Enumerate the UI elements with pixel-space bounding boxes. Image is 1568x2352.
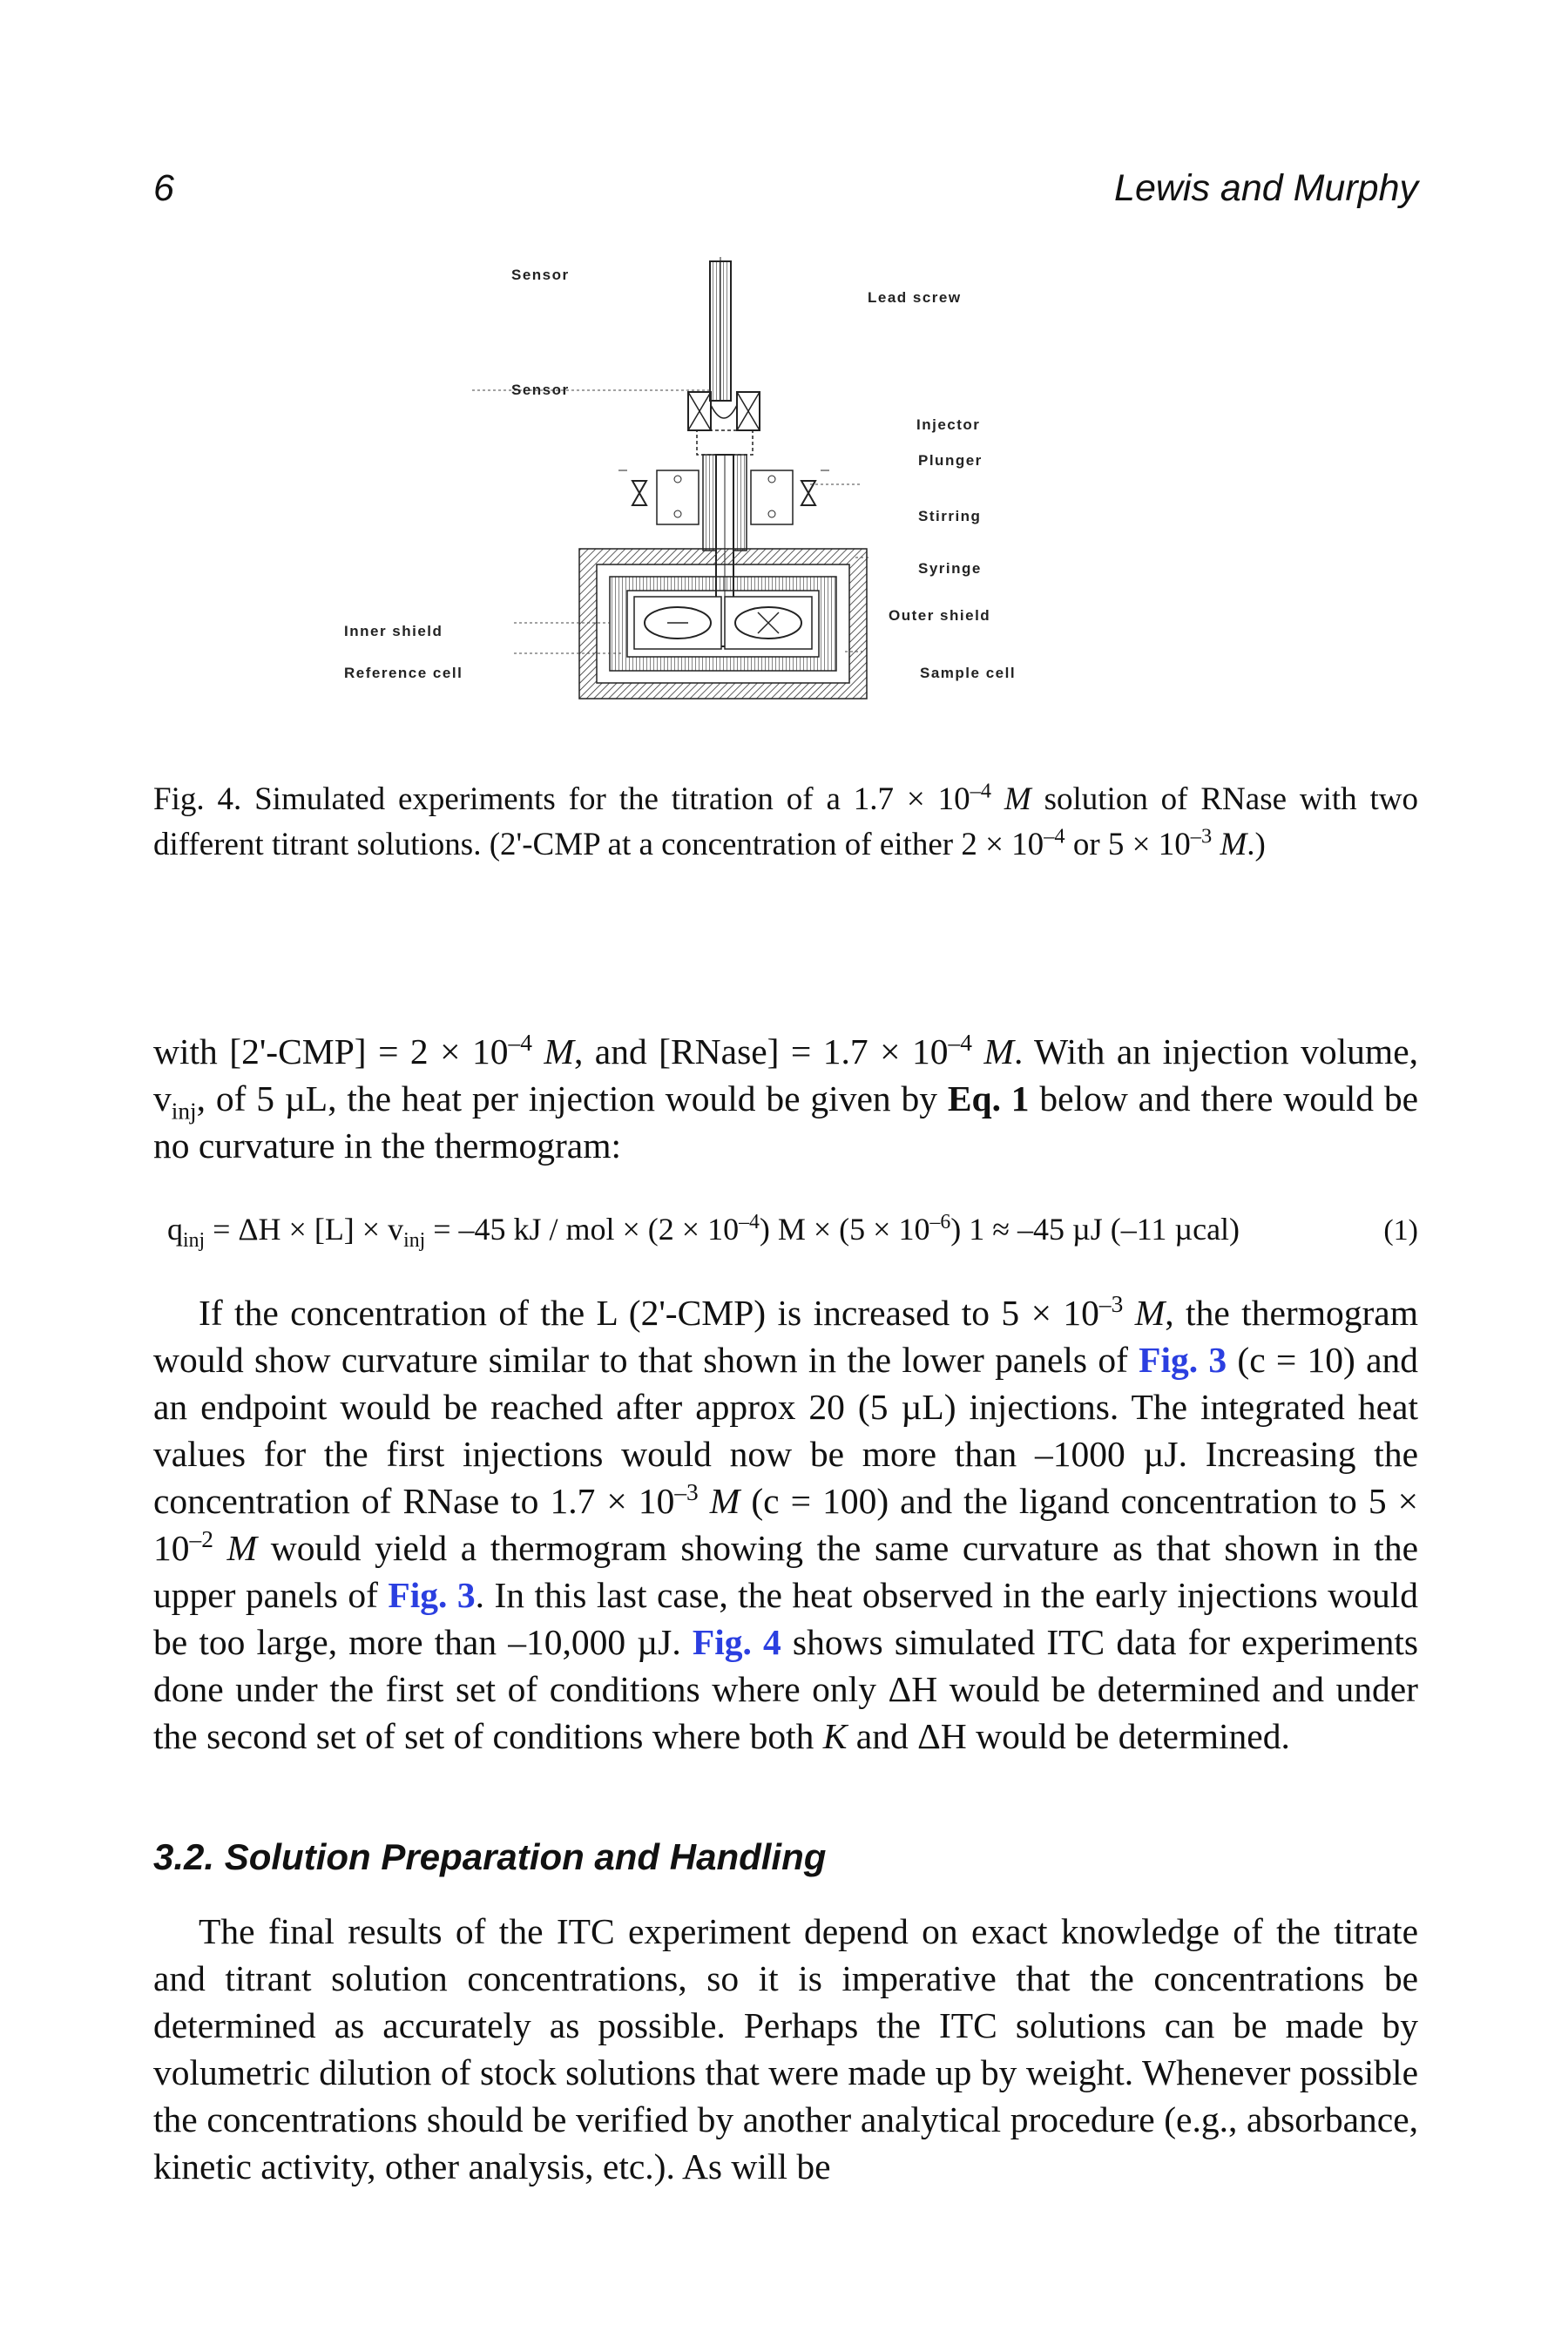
fig3-link-1[interactable]: Fig. 3 [1139, 1340, 1227, 1380]
label-sample-cell: Sample cell [920, 665, 1017, 681]
page-number: 6 [153, 167, 174, 209]
label-inner-shield: Inner shield [344, 623, 443, 639]
section-heading: 3.2. Solution Preparation and Handling [153, 1836, 827, 1877]
itc-schematic-figure [322, 253, 1089, 758]
paragraph-curvature: If the concentration of the L (2'-CMP) is increased to $5 \times 10^{-3}$ M, the thermogram would show curvature similar to that shown in the lower panels of Fig. 3 (c = 10) and an endpoint would be reached after approx 20 (5 µL) injections. The integrated heat values for the first injections would now be more than –1000 µJ. Increasing the concentration of RNase to $1.7 \times 10^{-3}$ M (c = 100) and the ligand concentration to $5 \times 10^{-2}$ M would yield a thermogram showing the same curvature as that shown in the upper panels of Fig. 3. In this last case, the heat observed in the early injections would be too large, more than –10,000 µJ. Fig. 4 shows simulated ITC data for experiments done under the first set of conditions where only ΔH would be determined and under the second set of set of conditions where both K and ΔH would be determined. [153, 1291, 1419, 1756]
figure-caption: Fig. 4. Simulated experiments for the titration of a $1.7 \times 10^{-4}$ M solution of RNase with two different titrant solutions. (2'-CMP at a concentration of either $2 \times 10^{-4}$ or $5 \times 10^{-3}$ M.) [153, 779, 1419, 862]
label-sensor-mid: Sensor [511, 382, 570, 398]
equation-1 [153, 1211, 1418, 1263]
reference-cell [634, 597, 721, 649]
equation-reference: Eq. 1 [947, 1078, 1030, 1119]
label-syringe: Syringe [918, 560, 982, 577]
paragraph-solution-prep: The final results of the ITC experiment depend on exact knowledge of the titrate and titrant solution concentrations, so it is imperative that the concentrations be determined as accurately as possible. Perhaps the ITC solutions can be made by volumetric dilution of stock solutions that were made up by weight. Whenever possible the concentrations should be verified by another analytical procedure (e.g., absorbance, kinetic activity, other analysis, etc.). As will be [153, 1911, 1418, 2186]
label-plunger: Plunger [918, 452, 983, 469]
running-head-authors: Lewis and Murphy [1114, 167, 1418, 209]
label-injector: Injector [916, 416, 981, 433]
sample-cell [725, 597, 812, 649]
label-lead-screw: Lead screw [868, 289, 962, 306]
paragraph-intro-eq: with $[2'-CMP] = 2 \times 10^{-4}$ M, and [RNase] = $1.7 \times 10^{-4}$ M. With an injection volume, $v_{inj}$, of 5 µL, the heat per injection would be given by Eq. 1 below and there would be no curvature in the thermogram: [153, 1030, 1419, 1166]
label-sensor-top: Sensor [511, 267, 570, 283]
fig3-link-2[interactable]: Fig. 3 [388, 1575, 476, 1615]
running-head [153, 167, 1418, 220]
equation-number: (1) [1383, 1214, 1418, 1247]
lead-screw-shaft [710, 257, 731, 401]
fig4-link[interactable]: Fig. 4 [692, 1622, 781, 1662]
equation-body: $q_{inj} = \Delta H \times [L] \times v_{inj} = -45$ kJ / mol × $(2 \times 10^{-4})$ $M \times (5 \times 10^{-6})$ 1 ≈ –45 µJ (–11 µcal) [167, 1211, 1240, 1253]
label-outer-shield: Outer shield [889, 607, 991, 624]
itc-schematic-drawing [322, 253, 1089, 758]
label-stirring: Stirring [918, 508, 982, 524]
label-reference-cell: Reference cell [344, 665, 463, 681]
